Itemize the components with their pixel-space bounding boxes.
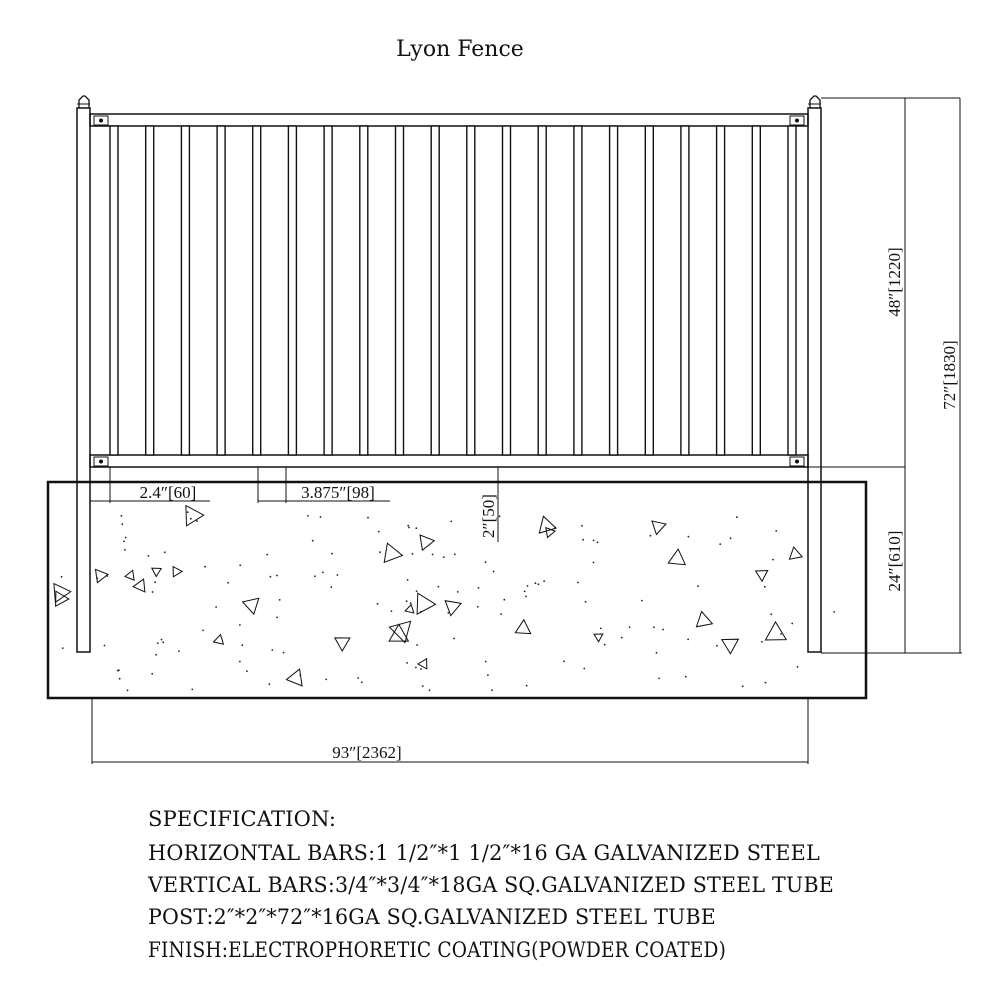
picket <box>110 126 118 455</box>
spec-line-horizontal-bars: HORIZONTAL BARS:1 1/2″*1 1/2″*16 GA GALVANIZED STEEL <box>148 841 820 865</box>
aggregate-dot <box>204 566 206 568</box>
aggregate-dot <box>276 617 278 619</box>
aggregate-dot <box>190 518 192 520</box>
picket <box>610 126 618 455</box>
aggregate-dot <box>161 639 163 641</box>
aggregate-dot <box>499 515 501 517</box>
aggregate-dot <box>597 541 599 543</box>
aggregate-dot <box>585 601 587 603</box>
aggregate-dot <box>241 644 243 646</box>
aggregate-dot <box>736 516 738 518</box>
aggregate-dot <box>453 638 455 640</box>
picket <box>503 126 511 455</box>
picket <box>717 126 725 455</box>
aggregate-stone <box>214 635 224 645</box>
aggregate-stone <box>722 639 739 654</box>
aggregate-dot <box>563 660 565 662</box>
aggregate-dot <box>202 630 204 632</box>
picket <box>253 126 261 455</box>
aggregate-stone <box>594 634 603 642</box>
aggregate-dot <box>593 540 595 542</box>
picket <box>645 126 653 455</box>
aggregate-dot <box>152 591 154 593</box>
bottom-rail <box>90 455 808 467</box>
aggregate-dot <box>457 591 459 593</box>
concrete-footing <box>48 482 866 698</box>
panel-width-dimension <box>92 698 808 764</box>
picket <box>396 126 404 455</box>
aggregate-dot <box>653 626 655 628</box>
aggregate-dot <box>687 639 689 641</box>
aggregate-dot <box>191 689 193 691</box>
concrete-aggregate <box>54 506 835 692</box>
fence-height-dimension <box>808 98 960 653</box>
aggregate-dot <box>600 628 602 630</box>
aggregate-stone <box>445 601 461 616</box>
top-rail <box>90 114 808 126</box>
aggregate-dot <box>330 586 332 588</box>
picket <box>431 126 439 455</box>
vertical-pickets <box>110 126 796 455</box>
aggregate-dot <box>730 537 732 539</box>
aggregate-dot <box>337 574 339 576</box>
fence-height-label: 48″[1220] <box>885 247 904 317</box>
aggregate-dot <box>485 661 487 663</box>
aggregate-dot <box>833 611 835 613</box>
aggregate-dot <box>154 581 156 583</box>
aggregate-dot <box>527 585 529 587</box>
aggregate-dot <box>593 562 595 564</box>
aggregate-dot <box>406 662 408 664</box>
aggregate-dot <box>415 667 417 669</box>
aggregate-dot <box>187 511 189 513</box>
aggregate-stone <box>766 622 787 640</box>
bracket-bolt-icon <box>99 460 103 464</box>
aggregate-dot <box>307 515 309 517</box>
aggregate-dot <box>361 681 363 683</box>
aggregate-dot <box>325 679 327 681</box>
aggregate-dot <box>416 644 418 646</box>
aggregate-stone <box>756 571 768 582</box>
aggregate-dot <box>162 641 164 643</box>
aggregate-dot <box>124 549 126 551</box>
picket <box>574 126 582 455</box>
aggregate-dot <box>477 606 479 608</box>
aggregate-dot <box>119 678 121 680</box>
aggregate-dot <box>412 553 414 555</box>
aggregate-dot <box>121 523 123 525</box>
footing-depth-dimension <box>885 531 904 592</box>
aggregate-stone <box>152 568 161 576</box>
aggregate-dot <box>581 525 583 527</box>
spec-line-finish: FINISH:ELECTROPHORETIC COATING(POWDER COATED) <box>148 938 726 962</box>
aggregate-dot <box>765 682 767 684</box>
aggregate-stone <box>420 535 434 550</box>
picket-spacing-label: 3.875″[98] <box>301 483 375 502</box>
aggregate-dot <box>148 555 150 557</box>
end-gap-label: 2.4″[60] <box>139 483 197 502</box>
aggregate-dot <box>322 572 324 574</box>
aggregate-dot <box>62 647 64 649</box>
aggregate-dot <box>283 652 285 654</box>
picket <box>467 126 475 455</box>
aggregate-stone <box>125 570 134 580</box>
aggregate-dot <box>503 599 505 601</box>
aggregate-stone <box>133 579 145 592</box>
picket <box>217 126 225 455</box>
aggregate-dot <box>604 644 606 646</box>
aggregate-stone <box>652 521 666 535</box>
aggregate-dot <box>524 591 526 593</box>
aggregate-dot <box>487 674 489 676</box>
aggregate-dot <box>125 537 127 539</box>
aggregate-dot <box>543 580 545 582</box>
aggregate-dot <box>164 551 166 553</box>
spec-line-post: POST:2″*2″*72″*16GA SQ.GALVANIZED STEEL TUBE <box>148 905 716 929</box>
right-post <box>808 96 821 652</box>
aggregate-dot <box>770 613 772 615</box>
aggregate-dot <box>791 623 793 625</box>
aggregate-dot <box>447 612 449 614</box>
aggregate-dot <box>719 543 721 545</box>
picket <box>288 126 296 455</box>
aggregate-dot <box>629 626 631 628</box>
aggregate-dot <box>331 553 333 555</box>
aggregate-stone <box>417 593 436 614</box>
aggregate-dot <box>775 530 777 532</box>
picket <box>538 126 546 455</box>
footing-depth-label: 24″[610] <box>885 530 904 592</box>
aggregate-stone <box>186 506 204 526</box>
bracket-bolt-icon <box>99 119 103 123</box>
aggregate-stone <box>243 598 259 614</box>
aggregate-dot <box>407 579 409 581</box>
aggregate-dot <box>266 554 268 556</box>
picket-spacing-dimension <box>258 467 390 503</box>
aggregate-stone <box>173 567 182 577</box>
aggregate-stone <box>56 591 69 606</box>
aggregate-dot <box>196 520 198 522</box>
aggregate-dot <box>650 535 652 537</box>
aggregate-stone <box>515 620 530 634</box>
drawing-title: Lyon Fence <box>396 37 524 62</box>
aggregate-stone <box>384 543 402 562</box>
aggregate-dot <box>416 590 418 592</box>
picket <box>146 126 154 455</box>
ground-clearance-label: 2″[50] <box>479 494 498 538</box>
bracket-bolt-icon <box>795 119 799 123</box>
aggregate-dot <box>454 553 456 555</box>
aggregate-dot <box>478 587 480 589</box>
aggregate-stone <box>405 605 414 614</box>
aggregate-dot <box>215 606 217 608</box>
aggregate-dot <box>658 678 660 680</box>
aggregate-dot <box>408 527 410 529</box>
aggregate-dot <box>577 582 579 584</box>
aggregate-dot <box>61 576 63 578</box>
aggregate-dot <box>582 539 584 541</box>
aggregate-dot <box>117 670 119 672</box>
aggregate-dot <box>422 685 424 687</box>
end-gap-dimension <box>90 467 210 503</box>
aggregate-dot <box>688 536 690 538</box>
aggregate-dot <box>450 521 452 523</box>
aggregate-dot <box>420 668 422 670</box>
aggregate-dot <box>312 540 314 542</box>
aggregate-dot <box>716 645 718 647</box>
aggregate-dot <box>429 689 431 691</box>
aggregate-dot <box>357 677 359 679</box>
aggregate-dot <box>432 554 434 556</box>
specification-heading: SPECIFICATION: <box>148 807 337 831</box>
aggregate-dot <box>406 600 408 602</box>
aggregate-dot <box>367 517 369 519</box>
aggregate-dot <box>415 527 417 529</box>
aggregate-dot <box>269 683 271 685</box>
aggregate-dot <box>379 551 381 553</box>
aggregate-dot <box>438 586 440 588</box>
aggregate-dot <box>525 596 527 598</box>
aggregate-dot <box>535 582 537 584</box>
aggregate-dot <box>641 600 643 602</box>
picket <box>324 126 332 455</box>
aggregate-dot <box>246 670 248 672</box>
aggregate-dot <box>407 525 409 527</box>
aggregate-dot <box>121 515 123 517</box>
aggregate-dot <box>485 561 487 563</box>
aggregate-dot <box>276 575 278 577</box>
aggregate-dot <box>697 585 699 587</box>
aggregate-dot <box>391 610 393 612</box>
aggregate-dot <box>685 676 687 678</box>
aggregate-dot <box>227 582 229 584</box>
aggregate-dot <box>271 649 273 651</box>
left-post <box>77 96 90 652</box>
aggregate-dot <box>500 613 502 615</box>
picket <box>181 126 189 455</box>
aggregate-stone <box>418 659 427 669</box>
aggregate-dot <box>656 652 658 654</box>
aggregate-dot <box>279 599 281 601</box>
aggregate-stone <box>286 669 302 686</box>
aggregate-dot <box>239 564 241 566</box>
aggregate-dot <box>764 586 766 588</box>
picket <box>360 126 368 455</box>
aggregate-dot <box>178 650 180 652</box>
spec-line-vertical-bars: VERTICAL BARS:3/4″*3/4″*18GA SQ.GALVANIZED STEEL TUBE <box>147 873 834 897</box>
aggregate-dot <box>127 689 129 691</box>
aggregate-dot <box>538 583 540 585</box>
aggregate-dot <box>155 654 157 656</box>
aggregate-stone <box>96 569 109 582</box>
bracket-bolt-icon <box>795 460 799 464</box>
aggregate-stone <box>335 638 350 651</box>
aggregate-dot <box>621 637 623 639</box>
picket <box>681 126 689 455</box>
aggregate-dot <box>270 576 272 578</box>
aggregate-dot <box>378 531 380 533</box>
aggregate-dot <box>797 666 799 668</box>
post-height-label: 72″[1830] <box>940 340 959 410</box>
picket <box>788 126 796 455</box>
aggregate-dot <box>239 661 241 663</box>
aggregate-dot <box>772 559 774 561</box>
aggregate-dot <box>410 602 412 604</box>
aggregate-dot <box>157 642 159 644</box>
ground-clearance-dimension <box>479 467 498 542</box>
aggregate-dot <box>377 603 379 605</box>
aggregate-dot <box>583 668 585 670</box>
aggregate-dot <box>493 571 495 573</box>
aggregate-dot <box>742 685 744 687</box>
picket <box>752 126 760 455</box>
aggregate-dot <box>314 575 316 577</box>
aggregate-dot <box>151 673 153 675</box>
aggregate-dot <box>761 641 763 643</box>
aggregate-dot <box>526 685 528 687</box>
panel-width-label: 93″[2362] <box>332 743 402 762</box>
aggregate-dot <box>104 645 106 647</box>
aggregate-dot <box>443 556 445 558</box>
aggregate-dot <box>123 541 125 543</box>
aggregate-dot <box>662 629 664 631</box>
aggregate-dot <box>239 624 241 626</box>
aggregate-dot <box>320 516 322 518</box>
aggregate-dot <box>491 689 493 691</box>
aggregate-dot <box>780 633 782 635</box>
aggregate-stone <box>668 549 685 565</box>
aggregate-stone <box>696 612 712 627</box>
aggregate-stone <box>790 547 803 559</box>
specification-block <box>147 807 834 962</box>
